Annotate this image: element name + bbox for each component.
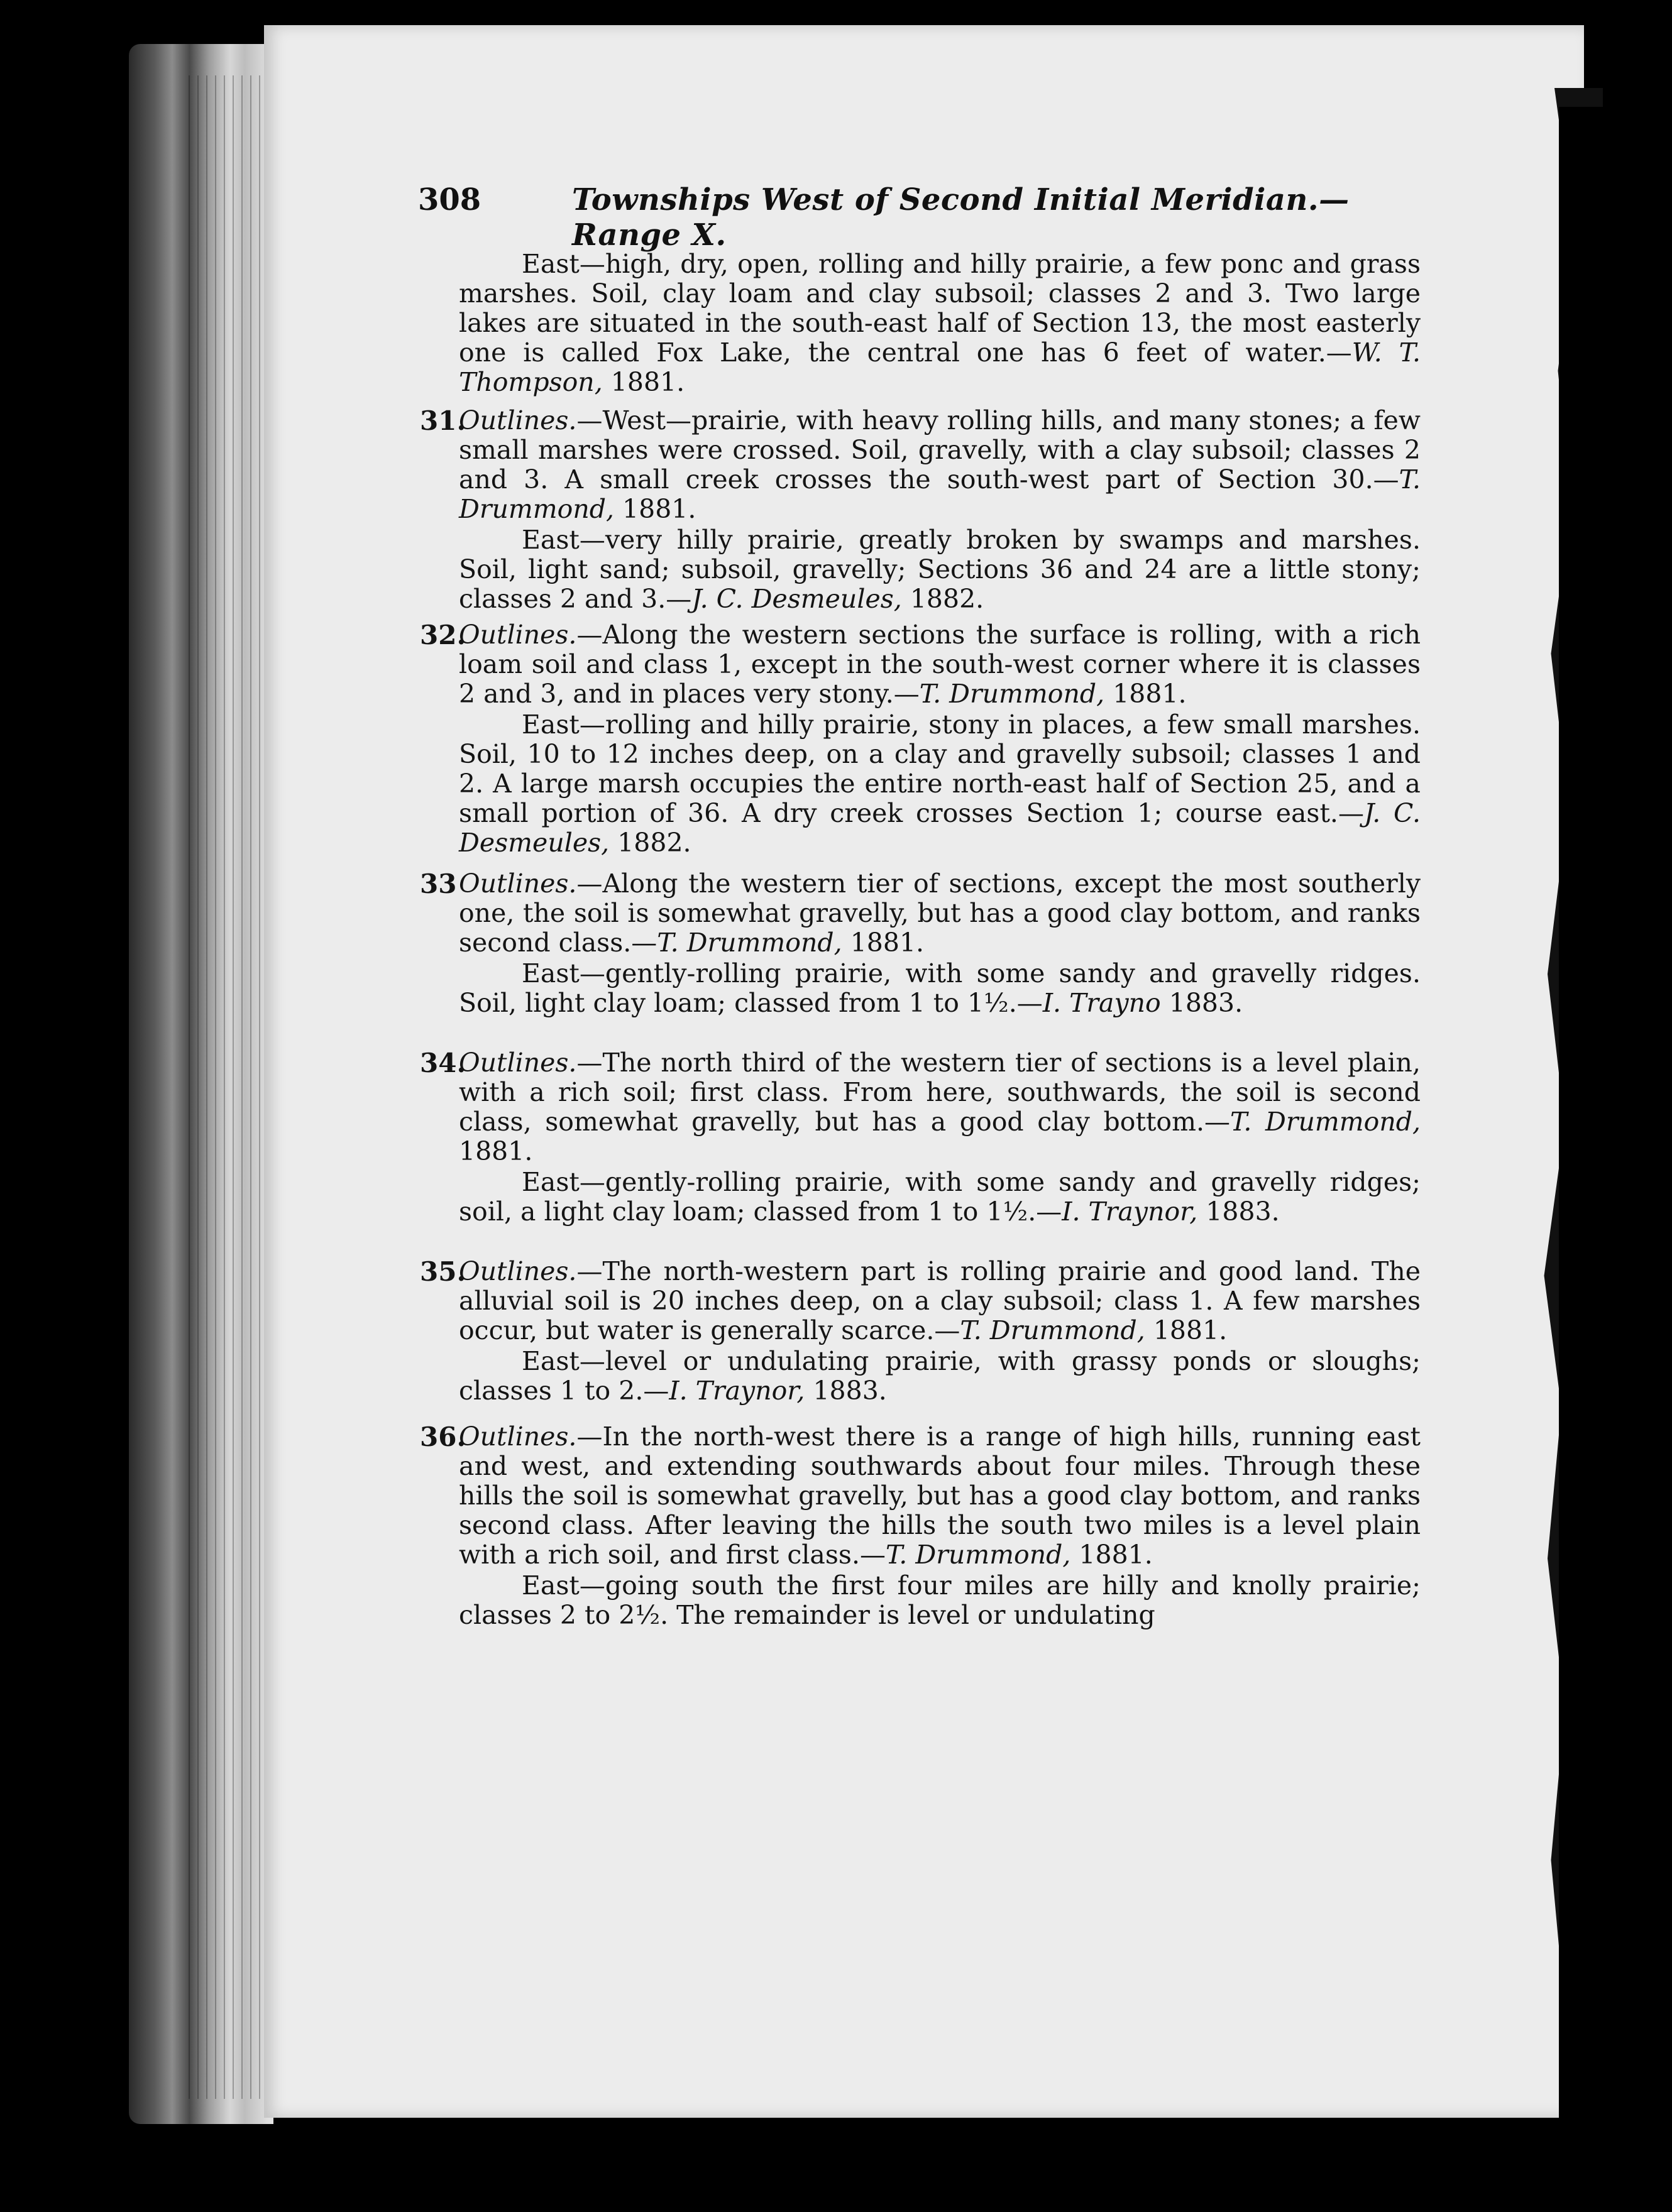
outlines-label: Outlines. — [459, 405, 577, 435]
east-author: J. C. Desmeules, — [691, 584, 902, 614]
outlines-author: T. Drummond, — [1230, 1107, 1421, 1137]
outlines-label: Outlines. — [459, 1421, 577, 1452]
east-year: 1883. — [805, 1376, 887, 1406]
outlines-year: 1881. — [1104, 679, 1187, 709]
outlines-label: Outlines. — [459, 868, 577, 899]
east-text: East—gently-rolling prairie, with some sandy and gravelly ridges; soil, a light clay loam; classed from 1 to 1½.— — [459, 1167, 1421, 1227]
east-paragraph — [459, 710, 1421, 858]
east-author: J. C. Desmeules, — [459, 798, 1421, 858]
east-year: 1883. — [1160, 988, 1243, 1018]
township-entry — [420, 1256, 1421, 1406]
township-entry — [420, 1421, 1421, 1630]
page-number: 308 — [418, 182, 481, 217]
outlines-paragraph — [459, 1257, 1421, 1345]
outlines-author: T. Drummond, — [885, 1540, 1071, 1570]
township-number: 36. — [420, 1421, 466, 1452]
east-year: 1882. — [901, 584, 984, 614]
outlines-author: T. Drummond, — [919, 679, 1105, 709]
outlines-year: 1881. — [1145, 1315, 1228, 1345]
east-text: East—gently-rolling prairie, with some sandy and gravelly ridges. Soil, light clay loam; classed from 1 to 1½.— — [459, 958, 1421, 1018]
outlines-author: T. Drummond, — [459, 464, 1421, 524]
outlines-year: 1881. — [459, 1136, 533, 1166]
outlines-year: 1881. — [614, 494, 696, 524]
outlines-paragraph — [459, 1422, 1421, 1570]
page-edge-lines — [189, 75, 270, 2099]
east-year: 1882. — [609, 828, 691, 858]
running-header — [418, 182, 1386, 253]
outlines-label: Outlines. — [459, 620, 577, 650]
intro-text: East—high, dry, open, rolling and hilly prairie, a few ponc and grass marshes. Soil, clay loam and clay subsoil; classes 2 and 3. Two large lakes are situated in the south-east half of Section 13, the most easterly one is called Fox Lake, the central one has 6 feet of water.— — [459, 249, 1421, 368]
outlines-paragraph — [459, 1048, 1421, 1166]
township-entry — [420, 405, 1421, 614]
outlines-text: —Along the western tier of sections, except the most southerly one, the soil is somewhat gravelly, but has a good clay bottom, and ranks second class.— — [459, 868, 1421, 958]
outlines-label: Outlines. — [459, 1256, 577, 1286]
east-text: East—going south the first four miles are hilly and knolly prairie; classes 2 to 2½. The remainder is level or undulating — [459, 1570, 1421, 1630]
township-number: 34. — [420, 1048, 466, 1078]
east-author: I. Trayno — [1042, 988, 1161, 1018]
east-author: I. Traynor, — [1062, 1196, 1198, 1227]
outlines-author: T. Drummond, — [657, 928, 842, 958]
outlines-text: —The north third of the western tier of sections is a level plain, with a rich soil; first class. From here, southwards, the soil is second class, somewhat gravelly, but has a good clay bottom.— — [459, 1048, 1421, 1137]
township-number: 35. — [420, 1256, 466, 1287]
outlines-paragraph — [459, 869, 1421, 958]
east-paragraph — [459, 1347, 1421, 1406]
township-entry — [420, 1048, 1421, 1227]
intro-year: 1881. — [602, 367, 685, 397]
east-text: East—level or undulating prairie, with grassy ponds or sloughs; classes 1 to 2.— — [459, 1346, 1421, 1406]
township-number: 31. — [420, 405, 466, 436]
outlines-paragraph — [459, 620, 1421, 709]
intro-author: W. T. Thompson, — [459, 337, 1421, 397]
township-number: 32. — [420, 620, 466, 650]
east-author: I. Traynor, — [669, 1376, 805, 1406]
right-gutter — [1559, 107, 1672, 2181]
township-entry — [420, 620, 1421, 858]
east-paragraph — [459, 959, 1421, 1018]
east-paragraph — [459, 525, 1421, 614]
outlines-label: Outlines. — [459, 1048, 577, 1078]
intro-paragraph — [459, 249, 1421, 397]
outlines-text: —In the north-west there is a range of high hills, running east and west, and extending southwards about four miles. Through these hills the soil is somewhat gravelly, but has a good clay bottom, and ranks second class. After leaving the hills the south two miles is a level plain with a rich soil, and first class.— — [459, 1421, 1421, 1570]
east-paragraph — [459, 1571, 1421, 1630]
outlines-author: T. Drummond, — [960, 1315, 1145, 1345]
outlines-year: 1881. — [842, 928, 925, 958]
east-year: 1883. — [1197, 1196, 1280, 1227]
running-title: Townships West of Second Initial Meridian.—Range X. — [572, 182, 1350, 253]
east-text: East—rolling and hilly prairie, stony in places, a few small marshes. Soil, 10 to 12 inches deep, on a clay and gravelly subsoil; classes 1 and 2. A large marsh occupies the entire north-east half of Section 25, and a small portion of 36. A dry creek crosses Section 1; course east.— — [459, 709, 1421, 828]
outlines-text: —The north-western part is rolling prairie and good land. The alluvial soil is 20 inches deep, on a clay subsoil; class 1. A few marshes occur, but water is generally scarce.— — [459, 1256, 1421, 1345]
outlines-text: —Along the western sections the surface is rolling, with a rich loam soil and class 1, except in the south-west corner where it is classes 2 and 3, and in places very stony.— — [459, 620, 1421, 709]
outlines-year: 1881. — [1070, 1540, 1153, 1570]
east-paragraph — [459, 1168, 1421, 1227]
page-body — [420, 248, 1421, 1636]
outlines-text: —West—prairie, with heavy rolling hills, and many stones; a few small marshes were crossed. Soil, gravelly, with a clay subsoil; classes 2 and 3. A small creek crosses the south-west part of Section 30.— — [459, 405, 1421, 495]
outlines-paragraph — [459, 406, 1421, 524]
township-entry — [420, 868, 1421, 1018]
east-text: East—very hilly prairie, greatly broken by swamps and marshes. Soil, light sand; subsoil, gravelly; Sections 36 and 24 are a little stony; classes 2 and 3.— — [459, 525, 1421, 614]
township-number: 33 — [420, 868, 457, 899]
